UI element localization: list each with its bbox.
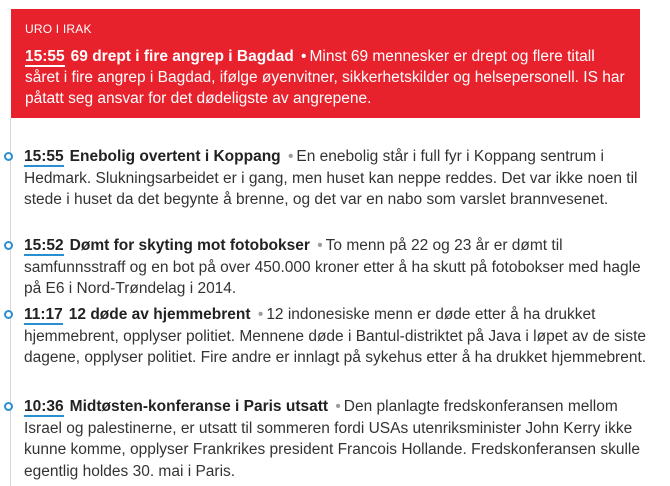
entry-text: En enebolig står i full fyr i Koppang sentrum i Hedmark. Slukningsarbeidet er i gang, men huset kan neppe reddes. Det var ikke noen til stede i huset da det begynte å brenne, og det var en nabo som varslet brannvesenet. (24, 148, 638, 208)
timeline-dot-icon (4, 152, 13, 161)
news-entry[interactable] (24, 304, 654, 369)
entry-text: 12 indonesiske menn er døde etter å ha drukket hjemmebrent, opplyser politiet. Mennene døde i Bantul-distriktet på Java i løpet av de siste dagene, opplyser politiet. Fire andre er innlagt på sykehus etter å ha drukket hjemmebrent. (24, 306, 647, 366)
entry-separator: • (257, 306, 264, 323)
entry-text: To menn på 22 og 23 år er dømt til samfunnsstraff og en bot på over 450.000 kroner etter å ha skutt på fotobokser med hagle på E6 i Nord-Trøndelag i 2014. (24, 237, 641, 297)
entry-separator: • (287, 148, 294, 165)
entry-headline[interactable]: 12 døde av hjemmebrent (68, 306, 251, 323)
breaking-news-banner[interactable] (11, 9, 640, 118)
entry-time[interactable]: 10:36 (24, 398, 64, 415)
entry-headline[interactable]: Dømt for skyting mot fotobokser (69, 237, 310, 254)
timeline-dot-icon (4, 241, 13, 250)
timeline-line (10, 118, 11, 486)
news-entry[interactable] (24, 146, 654, 211)
entry-separator: • (317, 237, 323, 254)
news-entry[interactable] (24, 235, 654, 300)
breaking-separator: • (301, 48, 307, 65)
entry-time[interactable]: 11:17 (24, 306, 63, 323)
news-entry[interactable] (24, 396, 654, 482)
breaking-text: Minst 69 mennesker er drept og flere titall såret i fire angrep i Bagdad, ifølge øyenvitner, sikkerhetskilder og helsepersonell. IS har påtatt seg ansvar for det dødeligste av angrepene. (25, 48, 625, 107)
breaking-time[interactable]: 15:55 (25, 48, 65, 65)
entry-headline[interactable]: Enebolig overtent i Koppang (69, 148, 281, 165)
entry-time[interactable]: 15:52 (24, 237, 64, 254)
breaking-body (25, 46, 626, 109)
entry-text: Den planlagte fredskonferansen mellom Israel og palestinerne, er utsatt til sommeren fordi USAs utenriksminister John Kerry ikke kunne komme, opplyser Frankrikes president Francois Hollande. Fredskonferansen skulle egentlig holdes 30. mai i Paris. (24, 398, 640, 480)
entry-time[interactable]: 15:55 (24, 148, 64, 165)
entry-separator: • (335, 398, 341, 415)
entry-headline[interactable]: Midtøsten-konferanse i Paris utsatt (69, 398, 329, 415)
breaking-headline[interactable]: 69 drept i fire angrep i Bagdad (70, 48, 294, 65)
timeline-dot-icon (4, 402, 13, 411)
timeline-dot-icon (4, 310, 13, 319)
breaking-kicker: URO I IRAK (25, 22, 92, 36)
